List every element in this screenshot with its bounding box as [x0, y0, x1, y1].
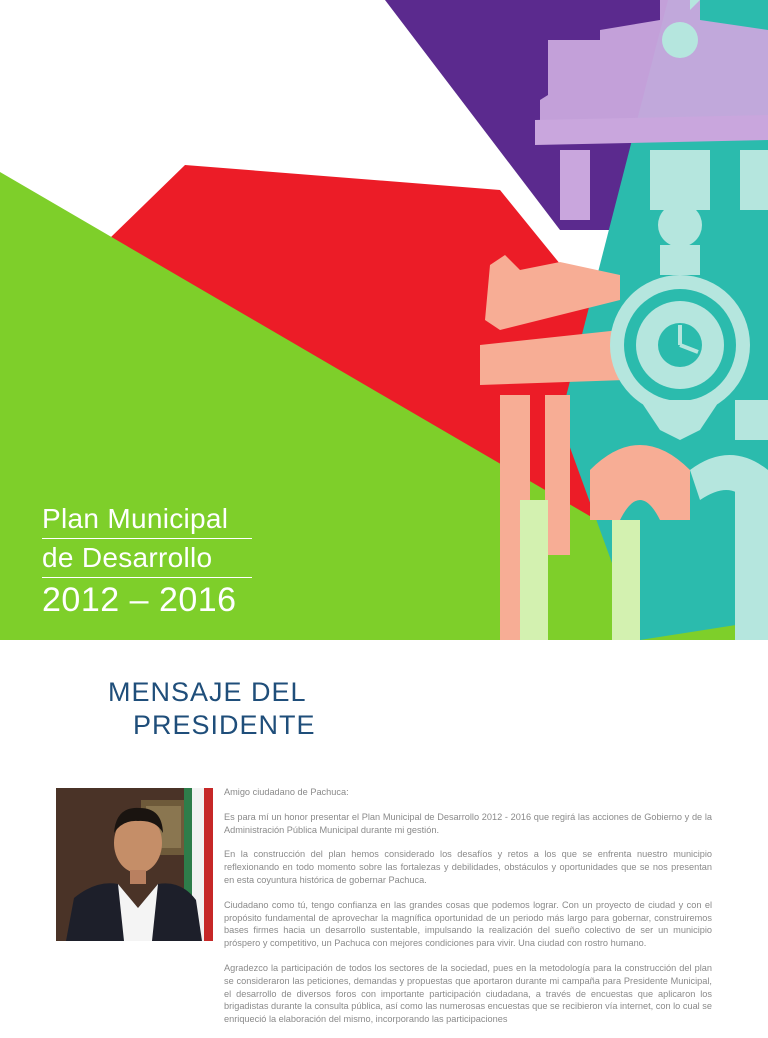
- paragraph: Es para mí un honor presentar el Plan Municipal de Desarrollo 2012 - 2016 que regirá las acciones de Gobierno y de la Administración Pública Municipal durante mi gestión.: [224, 811, 712, 835]
- message-body: [224, 786, 712, 1038]
- message-heading: [108, 676, 316, 742]
- title-line-1: Plan Municipal: [42, 503, 229, 534]
- paragraph: En la construcción del plan hemos considerado los desafíos y retos a los que se enfrenta nuestro municipio reflexionando en todo momento sobre las fortalezas y debilidades, obstáculos y oportunidades que se nos presentan en esta coyuntura histórica de gobernar Pachuca.: [224, 849, 712, 885]
- heading-line-1: MENSAJE DEL: [108, 677, 307, 707]
- paragraph: Amigo ciudadano de Pachuca:: [224, 787, 349, 797]
- paragraph: Agradezco la participación de todos los sectores de la sociedad, pues en la metodología para la construcción del plan se consideraron las peticiones, demandas y propuestas que aportaron durante mi campaña para Presidente Municipal, el desarrollo de diversos foros con importante participación ciudadana, a través de encuestas que aplicaron los brigadistas durante la consulta pública, así como las numerosas encuestas que se recibieron vía internet, con lo cual se enriqueció la elaboración del mismo, incorporando las participaciones: [224, 962, 712, 1025]
- plan-title: [42, 500, 252, 622]
- title-years: 2012 – 2016: [42, 581, 237, 619]
- title-line-2: de Desarrollo: [42, 542, 213, 573]
- president-portrait-icon: [56, 788, 213, 941]
- heading-line-2: PRESIDENTE: [133, 710, 316, 740]
- paragraph: Ciudadano como tú, tengo confianza en las grandes cosas que podemos lograr. Con un proyecto de ciudad y con el propósito fundamental de aprovechar la magnífica oportunidad de un periodo más largo para gobernar, construiremos bases firmes hacia un desarrollo sustentable, impulsando la realización del sueño colectivo de ser un municipio próspero y competitivo, un Pachuca con mejores condiciones para vivir. Una ciudad con rostro humano.: [224, 899, 712, 949]
- president-photo: [56, 788, 213, 941]
